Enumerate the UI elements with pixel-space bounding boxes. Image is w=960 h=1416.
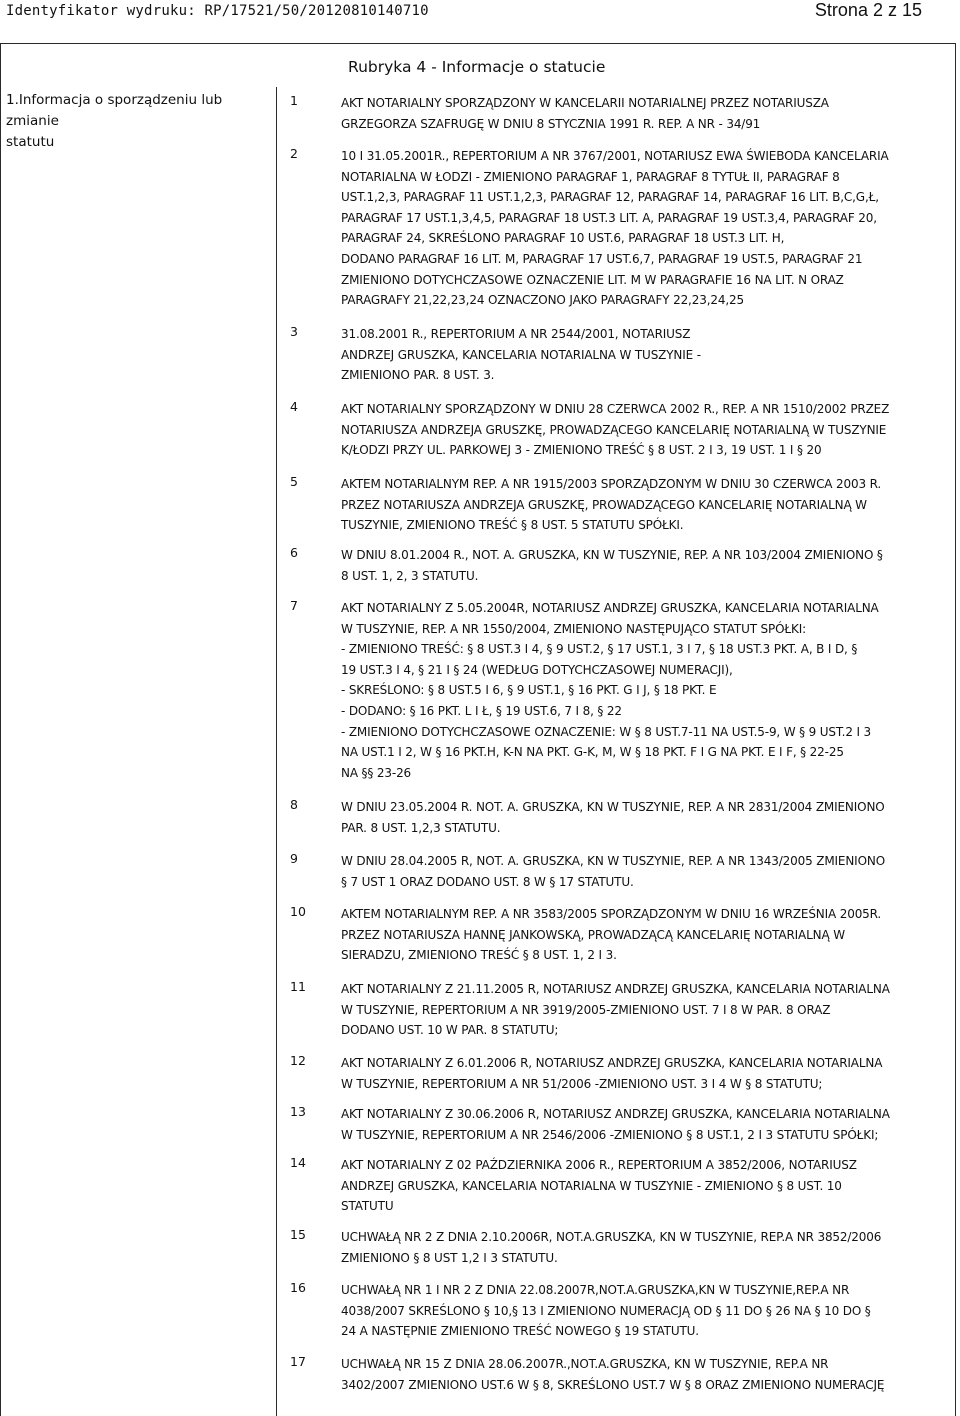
entry-number: 5 xyxy=(290,474,298,489)
entry-number: 13 xyxy=(290,1104,306,1119)
entry-number: 6 xyxy=(290,545,298,560)
entry-text: UCHWAŁĄ NR 2 Z DNIA 2.10.2006R, NOT.A.GRUSZKA, KN W TUSZYNIE, REP.A NR 3852/2006 ZMIENIONO § 8 UST 1,2 I 3 STATUTU. xyxy=(341,1230,882,1265)
entry-number: 11 xyxy=(290,979,306,994)
entry-number: 1 xyxy=(290,93,298,108)
entry-text: AKT NOTARIALNY Z 5.05.2004R, NOTARIUSZ ANDRZEJ GRUSZKA, KANCELARIA NOTARIALNA W TUSZYNIE, REP. A NR 1550/2004, ZMIENIONO NASTĘPUJĄCO STATUT SPÓŁKI: - ZMIENIONO TREŚĆ: § 8 UST.3 I 4, § 9 UST.2, § 17 UST.1, 3 I 7, § 18 UST.3 PKT. A, B I D, § 19 UST.3 I 4, § 21 I § 24 (WEDŁUG DOTYCHCZASOWEJ NUMERACJI), - SKREŚLONO: § 8 UST.5 I 6, § 9 UST.1, § 16 PKT. G I J, § 18 PKT. E - DODANO: § 16 PKT. L I Ł, § 19 UST.6, 7 I 8, § 22 - ZMIENIONO DOTYCHCZASOWE OZNACZENIE: W § 8 UST.7-11 NA UST.5-9, W § 9 UST.2 I 3 NA UST.1 I 2, W § 16 PKT.H, K-N NA PKT. G-K, M, W § 18 PKT. F I G NA PKT. E I F, § 22-25 NA §§ 23-26 xyxy=(341,601,879,780)
entry-text: 10 I 31.05.2001R., REPERTORIUM A NR 3767/2001, NOTARIUSZ EWA ŚWIEBODA KANCELARIA NOTARIALNA W ŁODZI - ZMIENIONO PARAGRAF 1, PARAGRAF 8 TYTUŁ II, PARAGRAF 8 UST.1,2,3, PARAGRAF 11 UST.1,2,3, PARAGRAF 12, PARAGRAF 14, PARAGRAF 16 LIT. B,C,G,Ł, PARAGRAF 17 UST.1,3,4,5, PARAGRAF 18 UST.3 LIT. A, PARAGRAF 19 UST.3,4, PARAGRAF 20, PARAGRAF 24, SKREŚLONO PARAGRAF 10 UST.6, PARAGRAF 18 UST.3 LIT. H, DODANO PARAGRAF 16 LIT. M, PARAGRAF 17 UST.6,7, PARAGRAF 19 UST.5, PARAGRAF 21 ZMIENIONO DOTYCHCZASOWE OZNACZENIE LIT. M W PARAGRAFIE 16 NA LIT. N ORAZ PARAGRAFY 21,22,23,24 OZNACZONO JAKO PARAGRAFY 22,23,24,25 xyxy=(341,149,889,308)
entry-text: W DNIU 23.05.2004 R. NOT. A. GRUSZKA, KN W TUSZYNIE, REP. A NR 2831/2004 ZMIENIONO PAR. 8 UST. 1,2,3 STATUTU. xyxy=(341,800,885,835)
entry-number: 12 xyxy=(290,1053,306,1068)
entry-text: AKT NOTARIALNY SPORZĄDZONY W KANCELARII NOTARIALNEJ PRZEZ NOTARIUSZA GRZEGORZA SZAFRUGĘ W DNIU 8 STYCZNIA 1991 R. REP. A NR - 34/91 xyxy=(341,96,829,131)
entry-text: AKT NOTARIALNY Z 6.01.2006 R, NOTARIUSZ ANDRZEJ GRUSZKA, KANCELARIA NOTARIALNA W TUSZYNIE, REPERTORIUM A NR 51/2006 -ZMIENIONO UST. 3 I 4 W § 8 STATUTU; xyxy=(341,1056,883,1091)
column-divider xyxy=(276,87,277,1416)
entry-text: AKT NOTARIALNY Z 30.06.2006 R, NOTARIUSZ ANDRZEJ GRUSZKA, KANCELARIA NOTARIALNA W TUSZYNIE, REPERTORIUM A NR 2546/2006 -ZMIENIONO § 8 UST.1, 2 I 3 STATUTU SPÓŁKI; xyxy=(341,1107,890,1142)
field-label-line: statutu xyxy=(6,134,55,150)
entry-text: AKTEM NOTARIALNYM REP. A NR 3583/2005 SPORZĄDZONYM W DNIU 16 WRZEŚNIA 2005R. PRZEZ NOTARIUSZA HANNĘ JANKOWSKĄ, PROWADZĄCĄ KANCELARIĘ NOTARIALNĄ W SIERADZU, ZMIENIONO TREŚĆ § 8 UST. 1, 2 I 3. xyxy=(341,907,882,963)
entry-number: 8 xyxy=(290,797,298,812)
entry-number: 14 xyxy=(290,1155,306,1170)
page-number: Strona 2 z 15 xyxy=(814,0,922,20)
print-header xyxy=(0,0,960,26)
print-identifier: Identyfikator wydruku: RP/17521/50/20120810140710 xyxy=(6,3,429,19)
rubric-title: Rubryka 4 - Informacje o statucie xyxy=(348,58,606,76)
entry-text: UCHWAŁĄ NR 15 Z DNIA 28.06.2007R.,NOT.A.GRUSZKA, KN W TUSZYNIE, REP.A NR 3402/2007 ZMIENIONO UST.6 W § 8, SKREŚLONO UST.7 W § 8 ORAZ ZMIENIONO NUMERACJĘ xyxy=(341,1357,885,1392)
field-label xyxy=(6,90,261,153)
entry-number: 2 xyxy=(290,146,298,161)
entry-text: UCHWAŁĄ NR 1 I NR 2 Z DNIA 22.08.2007R,NOT.A.GRUSZKA,KN W TUSZYNIE,REP.A NR 4038/2007 SKREŚLONO § 10,§ 13 I ZMIENIONO NUMERACJĄ OD § 11 DO § 26 NA § 10 DO § 24 A NASTĘPNIE ZMIENIONO TREŚĆ NOWEGO § 19 STATUTU. xyxy=(341,1283,871,1339)
field-label-line: 1.Informacja o sporządzeniu lub zmianie xyxy=(6,92,223,129)
entry-text: AKT NOTARIALNY Z 02 PAŹDZIERNIKA 2006 R., REPERTORIUM A 3852/2006, NOTARIUSZ ANDRZEJ GRUSZKA, KANCELARIA NOTARIALNA W TUSZYNIE - ZMIENIONO § 8 UST. 10 STATUTU xyxy=(341,1158,857,1214)
entry-text: W DNIU 28.04.2005 R, NOT. A. GRUSZKA, KN W TUSZYNIE, REP. A NR 1343/2005 ZMIENIONO § 7 UST 1 ORAZ DODANO UST. 8 W § 17 STATUTU. xyxy=(341,854,885,889)
entry-text: 31.08.2001 R., REPERTORIUM A NR 2544/2001, NOTARIUSZ ANDRZEJ GRUSZKA, KANCELARIA NOTARIALNA W TUSZYNIE - ZMIENIONO PAR. 8 UST. 3. xyxy=(341,327,701,383)
entry-number: 17 xyxy=(290,1354,306,1369)
entry-number: 4 xyxy=(290,399,298,414)
entry-number: 15 xyxy=(290,1227,306,1242)
entry-text: AKTEM NOTARIALNYM REP. A NR 1915/2003 SPORZĄDZONYM W DNIU 30 CZERWCA 2003 R. PRZEZ NOTARIUSZA ANDRZEJA GRUSZKĘ, PROWADZĄCEGO KANCELARIĘ NOTARIALNĄ W TUSZYNIE, ZMIENIONO TREŚĆ § 8 UST. 5 STATUTU SPÓŁKI. xyxy=(341,477,882,533)
entry-number: 16 xyxy=(290,1280,306,1295)
entry-text: AKT NOTARIALNY SPORZĄDZONY W DNIU 28 CZERWCA 2002 R., REP. A NR 1510/2002 PRZEZ NOTARIUSZA ANDRZEJA GRUSZKĘ, PROWADZĄCEGO KANCELARIĘ NOTARIALNĄ W TUSZYNIE K/ŁODZI PRZY UL. PARKOWEJ 3 - ZMIENIONO TREŚĆ § 8 UST. 2 I 3, 19 UST. 1 I § 20 xyxy=(341,402,890,458)
entry-text: W DNIU 8.01.2004 R., NOT. A. GRUSZKA, KN W TUSZYNIE, REP. A NR 103/2004 ZMIENIONO § 8 UST. 1, 2, 3 STATUTU. xyxy=(341,548,883,583)
entry-text: AKT NOTARIALNY Z 21.11.2005 R, NOTARIUSZ ANDRZEJ GRUSZKA, KANCELARIA NOTARIALNA W TUSZYNIE, REPERTORIUM A NR 3919/2005-ZMIENIONO UST. 7 I 8 W PAR. 8 ORAZ DODANO UST. 10 W PAR. 8 STATUTU; xyxy=(341,982,890,1038)
entry-number: 9 xyxy=(290,851,298,866)
entry-number: 10 xyxy=(290,904,306,919)
entry-number: 7 xyxy=(290,598,298,613)
entry-number: 3 xyxy=(290,324,298,339)
